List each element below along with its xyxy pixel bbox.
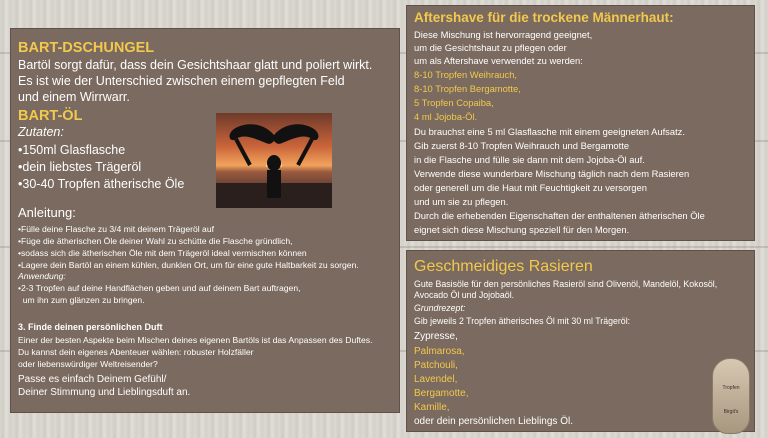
- oil-item: Kamille,: [414, 402, 450, 413]
- closing-line: Deiner Stimmung und Lieblingsduft an.: [18, 387, 191, 398]
- oil-item: Lavendel,: [414, 374, 458, 385]
- shaving-panel: [406, 250, 755, 432]
- aftershave-ingredient: 5 Tropfen Copaiba,: [414, 97, 494, 108]
- ingredient-item: •dein liebstes Trägeröl: [18, 160, 142, 174]
- shaving-intro: Gute Basisöle für den persönliches Rasieröl sind Olivenöl, Mandelöl, Kokosöl,: [414, 279, 718, 289]
- mustache-photo: [216, 113, 332, 208]
- scent-title: 3. Finde deinen persönlichen Duft: [18, 322, 163, 332]
- aftershave-ingredient: 4 ml Jojoba-Öl.: [414, 111, 478, 122]
- shaving-closing: oder dein persönlichen Lieblings Öl.: [414, 416, 573, 427]
- aftershave-intro: um als Aftershave verwendet zu werden:: [414, 55, 583, 66]
- drop-logo-icon: [712, 358, 750, 434]
- aftershave-ingredient: 8-10 Tropfen Bergamotte,: [414, 83, 521, 94]
- aftershave-instruction: eignet sich diese Mischung speziell für den Morgen.: [414, 224, 630, 235]
- shaving-intro: Avocado Öl und Jojobaöl.: [414, 290, 515, 300]
- aftershave-intro: Diese Mischung ist hervorragend geeignet,: [414, 29, 593, 40]
- anleitung-label: Anleitung:: [18, 205, 76, 220]
- scent-text: Einer der besten Aspekte beim Mischen deines eigenen Bartöls ist das Anpassen des Duftes.: [18, 335, 373, 345]
- aftershave-intro: um die Gesichtshaut zu pflegen oder: [414, 42, 567, 53]
- aftershave-instruction: oder generell um die Haut mit Feuchtigkeit zu versorgen: [414, 182, 647, 193]
- instruction-step: •Füge die ätherischen Öle deiner Wahl zu schütte die Flasche gründlich,: [18, 236, 293, 246]
- aftershave-ingredient: 8-10 Tropfen Weihrauch,: [414, 69, 518, 80]
- usage-step: um ihn zum glänzen zu bringen.: [18, 295, 145, 305]
- aftershave-instruction: in die Flasche und fülle sie dann mit dem Jojoba-Öl auf.: [414, 154, 645, 165]
- oil-item: Zypresse,: [414, 331, 458, 342]
- instruction-step: •sodass sich die ätherischen Öle mit dem Trägeröl ideal vermischen können: [18, 248, 307, 258]
- closing-line: Passe es einfach Deinem Gefühl/: [18, 374, 167, 385]
- shaving-title: Geschmeidiges Rasieren: [414, 258, 593, 275]
- oil-item: Palmarosa,: [414, 346, 465, 357]
- usage-step: •2-3 Tropfen auf deine Handflächen geben und auf deinem Bart auftragen,: [18, 283, 301, 293]
- ingredient-item: •150ml Glasflasche: [18, 143, 126, 157]
- grundrezept-label: Grundrezept:: [414, 303, 466, 313]
- intro-line: und einem Wirrwarr.: [18, 90, 130, 104]
- drop-logo-text: Tropfen: [722, 385, 740, 391]
- zutaten-label: Zutaten:: [18, 125, 64, 139]
- scent-text: Du kannst dein eigenes Abenteuer wählen: robuster Holzfäller: [18, 347, 254, 357]
- aftershave-title: Aftershave für die trockene Männerhaut:: [414, 10, 674, 25]
- grundrezept-text: Gib jeweils 2 Tropfen ätherisches Öl mit 30 ml Trägeröl:: [414, 316, 631, 326]
- oil-item: Patchouli,: [414, 360, 458, 371]
- scent-text: oder liebenswürdiger Weltreisender?: [18, 359, 158, 369]
- aftershave-instruction: Gib zuerst 8-10 Tropfen Weihrauch und Bergamotte: [414, 140, 630, 151]
- mustache-silhouette-icon: [216, 113, 332, 208]
- beard-oil-title: BART-ÖL: [18, 108, 83, 124]
- intro-line: Bartöl sorgt dafür, dass dein Gesichtshaar glatt und poliert wirkt.: [18, 58, 373, 72]
- aftershave-instruction: Du brauchst eine 5 ml Glasflasche mit einem geeigneten Aufsatz.: [414, 126, 685, 137]
- instruction-step: •Fülle deine Flasche zu 3/4 mit deinem Trägeröl auf: [18, 224, 214, 234]
- oil-item: Bergamotte,: [414, 388, 469, 399]
- instruction-step: •Lagere dein Bartöl an einem kühlen, dunklen Ort, um für eine gute Haltbarkeit zu sorgen.: [18, 260, 359, 270]
- anwendung-label: Anwendung:: [18, 271, 66, 281]
- beard-jungle-title: BART-DSCHUNGEL: [18, 40, 155, 56]
- aftershave-instruction: Verwende diese wunderbare Mischung täglich nach dem Rasieren: [414, 168, 690, 179]
- intro-line: Es ist wie der Unterschied zwischen einem gepflegten Feld: [18, 74, 345, 88]
- ingredient-item: •30-40 Tropfen ätherische Öle: [18, 177, 185, 191]
- aftershave-instruction: Durch die erhebenden Eigenschaften der enthaltenen ätherischen Öle: [414, 210, 705, 221]
- drop-logo-text: Birgit's: [723, 409, 739, 415]
- aftershave-instruction: und um sie zu pflegen.: [414, 196, 509, 207]
